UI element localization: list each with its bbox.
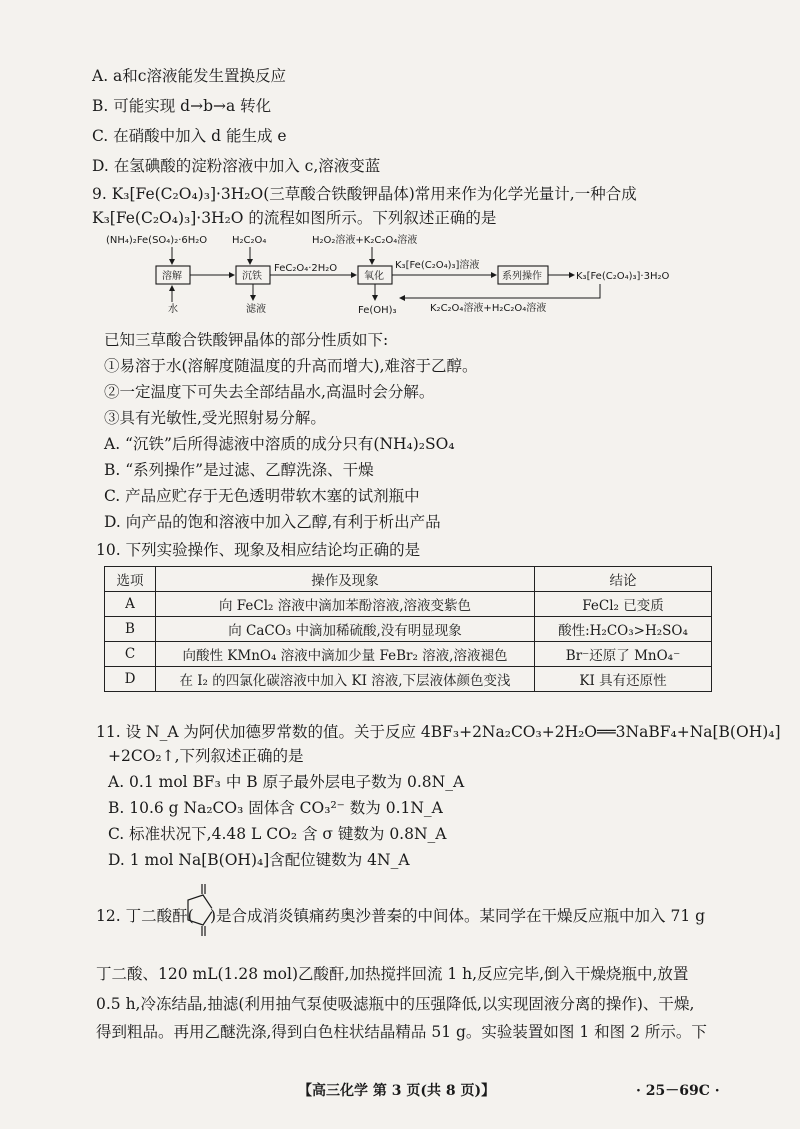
flow-reagent-3: H₂O₂溶液+K₂C₂O₄溶液 [312, 235, 418, 246]
q11-option-a: A. 0.1 mol BF₃ 中 B 原子最外层电子数为 0.8N_A [108, 773, 465, 791]
flow-filtrate: 滤液 [246, 304, 266, 315]
q9-prop-2: ②一定温度下可失去全部结晶水,高温时会分解。 [104, 383, 435, 401]
row-a-conclusion: FeCl₂ 已变质 [535, 592, 712, 617]
flow-box-dissolve: 溶解 [162, 271, 182, 282]
q9-option-c: C. 产品应贮存于无色透明带软木塞的试剂瓶中 [104, 487, 420, 505]
flow-product: K₃[Fe(C₂O₄)₃]·3H₂O [576, 271, 670, 282]
q12-line2: 丁二酸、120 mL(1.28 mol)乙酸酐,加热搅拌回流 1 h,反应完毕,倒入干燥烧瓶中,放置 [96, 965, 689, 983]
row-b-label: B [105, 617, 156, 642]
flow-feoh3: Fe(OH)₃ [358, 305, 397, 316]
flow-box-precipitate: 沉铁 [242, 271, 262, 282]
q12-line1-start: 12. 丁二酸酐( [96, 907, 194, 925]
q11-stem-line1: 11. 设 N_A 为阿伏加德罗常数的值。关于反应 4BF₃+2Na₂CO₃+2H₂O══3NaBF₄+Na[B(OH)₄] [96, 723, 781, 741]
q9-stem-line1: 9. K₃[Fe(C₂O₄)₃]·3H₂O(三草酸合铁酸钾晶体)常用来作为化学光量计,一种合成 [92, 185, 637, 203]
flow-box-oxidize: 氧化 [364, 271, 384, 282]
q10-table [104, 566, 712, 692]
table-header-row [105, 567, 712, 592]
flow-return-reagent: K₂C₂O₄溶液+H₂C₂O₄溶液 [430, 303, 547, 314]
page-footer-code: · 25－69C · [636, 1083, 720, 1099]
page-footer-center: 【高三化学 第 3 页(共 8 页)】 [298, 1083, 496, 1099]
q9-stem-line2: K₃[Fe(C₂O₄)₃]·3H₂O 的流程如图所示。下列叙述正确的是 [92, 209, 497, 227]
row-a-operation: 向 FeCl₂ 溶液中滴加苯酚溶液,溶液变紫色 [156, 592, 535, 617]
flow-box-series-ops: 系列操作 [502, 271, 542, 282]
table-row [105, 667, 712, 692]
flow-reagent-1: (NH₄)₂Fe(SO₄)₂·6H₂O [106, 235, 208, 246]
row-d-conclusion: KI 具有还原性 [535, 667, 712, 692]
table-row [105, 592, 712, 617]
flow-mid-2: K₃[Fe(C₂O₄)₃]溶液 [395, 260, 480, 271]
q9-prop-3: ③具有光敏性,受光照射易分解。 [104, 409, 326, 427]
flow-mid-1: FeC₂O₄·2H₂O [274, 263, 338, 274]
q9-flow-diagram [100, 232, 700, 324]
row-c-operation: 向酸性 KMnO₄ 溶液中滴加少量 FeBr₂ 溶液,溶液褪色 [156, 642, 535, 667]
q11-stem-line2: +2CO₂↑,下列叙述正确的是 [108, 747, 304, 765]
q9-option-d: D. 向产品的饱和溶液中加入乙醇,有利于析出产品 [104, 513, 441, 531]
q8-option-a: A. a和c溶液能发生置换反应 [92, 67, 286, 85]
flow-reagent-2: H₂C₂O₄ [232, 235, 267, 246]
row-b-conclusion: 酸性:H₂CO₃>H₂SO₄ [535, 617, 712, 642]
table-row [105, 617, 712, 642]
flow-water: 水 [168, 304, 178, 315]
header-option: 选项 [105, 567, 156, 592]
row-d-operation: 在 I₂ 的四氯化碳溶液中加入 KI 溶液,下层液体颜色变浅 [156, 667, 535, 692]
q8-option-d: D. 在氢碘酸的淀粉溶液中加入 c,溶液变蓝 [92, 157, 381, 175]
row-a-label: A [105, 592, 156, 617]
q9-prop-1: ①易溶于水(溶解度随温度的升高而增大),难溶于乙醇。 [104, 357, 478, 375]
q11-option-c: C. 标准状况下,4.48 L CO₂ 含 σ 键数为 0.8N_A [108, 825, 447, 843]
q12-line1-end: )是合成消炎镇痛药奥沙普秦的中间体。某同学在干燥反应瓶中加入 71 g [210, 907, 706, 925]
row-b-operation: 向 CaCO₃ 中滴加稀硫酸,没有明显现象 [156, 617, 535, 642]
q8-option-c: C. 在硝酸中加入 d 能生成 e [92, 127, 287, 145]
header-operation: 操作及现象 [156, 567, 535, 592]
q9-option-a: A. “沉铁”后所得滤液中溶质的成分只有(NH₄)₂SO₄ [104, 435, 455, 453]
table-row [105, 642, 712, 667]
row-d-label: D [105, 667, 156, 692]
q11-option-d: D. 1 mol Na[B(OH)₄]含配位键数为 4N_A [108, 851, 410, 869]
q10-stem: 10. 下列实验操作、现象及相应结论均正确的是 [96, 541, 421, 559]
q8-option-b: B. 可能实现 d→b→a 转化 [92, 97, 272, 115]
q11-option-b: B. 10.6 g Na₂CO₃ 固体含 CO₃²⁻ 数为 0.1N_A [108, 799, 443, 817]
q12-line4: 得到粗品。再用乙醚洗涤,得到白色柱状结晶精品 51 g。实验装置如图 1 和图 2 所示。下 [96, 1023, 707, 1041]
row-c-conclusion: Br⁻还原了 MnO₄⁻ [535, 642, 712, 667]
q9-known-intro: 已知三草酸合铁酸钾晶体的部分性质如下: [104, 331, 389, 349]
row-c-label: C [105, 642, 156, 667]
q12-line3: 0.5 h,冷冻结晶,抽滤(利用抽气泵使吸滤瓶中的压强降低,以实现固液分离的操作)、干燥, [96, 995, 695, 1013]
header-conclusion: 结论 [535, 567, 712, 592]
q9-option-b: B. “系列操作”是过滤、乙醇洗涤、干燥 [104, 461, 374, 479]
